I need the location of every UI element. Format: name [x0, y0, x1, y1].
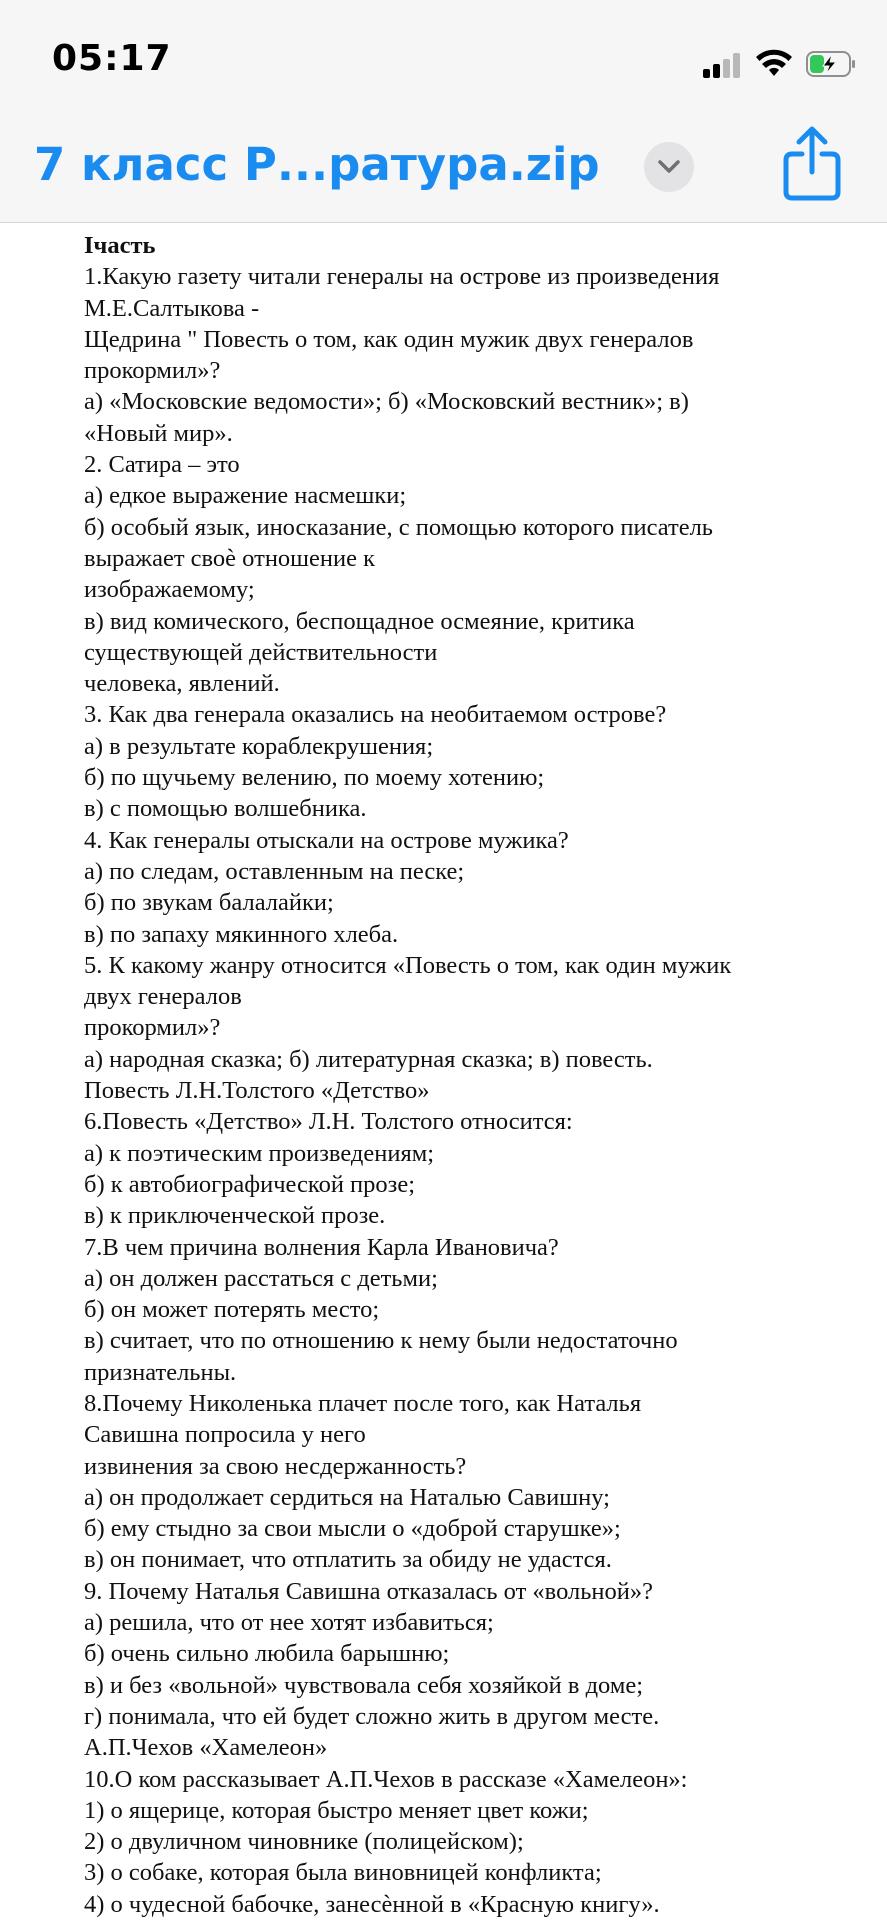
- document-body: [84, 230, 864, 1920]
- share-icon[interactable]: [780, 124, 844, 204]
- doc-line: а) народная сказка; б) литературная сказка; в) повесть.: [84, 1045, 653, 1073]
- doc-line: человека, явлений.: [84, 670, 280, 698]
- doc-line: б) к автобиографической прозе;: [84, 1170, 416, 1198]
- battery-charging-icon: [806, 51, 856, 77]
- doc-line: а) «Московские ведомости»; б) «Московский вестник»; в): [84, 388, 689, 416]
- doc-line: в) и без «вольной» чувствовала себя хозяйкой в доме;: [84, 1671, 644, 1699]
- doc-line: 2. Сатира – это: [84, 451, 240, 479]
- doc-line: Повесть Л.Н.Толстого «Детство»: [84, 1077, 430, 1105]
- doc-line: выражает своѐ отношение к: [84, 544, 376, 572]
- doc-line: Iчасть: [84, 232, 156, 259]
- doc-line: 4) о чудесной бабочке, занесѐнной в «Красную книгу».: [84, 1890, 660, 1918]
- chevron-down-icon: [657, 157, 681, 177]
- doc-line: двух генералов: [84, 983, 242, 1011]
- doc-line: М.Е.Салтыкова -: [84, 294, 260, 322]
- doc-line: а) в результате кораблекрушения;: [84, 732, 434, 760]
- doc-line: 5. К какому жанру относится «Повесть о том, как один мужик: [84, 951, 732, 979]
- doc-line: в) по запаху мякинного хлеба.: [84, 920, 399, 948]
- doc-line: 7.В чем причина волнения Карла Ивановича?: [84, 1233, 559, 1261]
- doc-line: г) понимала, что ей будет сложно жить в другом месте.: [84, 1702, 660, 1730]
- doc-line: в) он понимает, что отплатить за обиду не удастся.: [84, 1546, 612, 1574]
- doc-line: «Новый мир».: [84, 419, 233, 447]
- doc-line: а) по следам, оставленным на песке;: [84, 857, 465, 885]
- doc-line: в) считает, что по отношению к нему были недостаточно: [84, 1327, 678, 1355]
- cellular-signal-icon: [703, 52, 743, 78]
- doc-line: б) он может потерять место;: [84, 1296, 380, 1324]
- doc-line: б) особый язык, иносказание, с помощью которого писатель: [84, 513, 713, 541]
- doc-line: 4. Как генералы отыскали на острове мужика?: [84, 826, 569, 854]
- doc-line: в) с помощью волшебника.: [84, 795, 367, 823]
- status-time: 05:17: [52, 38, 172, 79]
- doc-line: б) ему стыдно за свои мысли о «доброй старушке»;: [84, 1515, 621, 1543]
- doc-line: прокормил»?: [84, 1014, 221, 1042]
- doc-line: в) вид комического, беспощадное осмеяние, критика: [84, 607, 635, 635]
- doc-line: 10.О ком рассказывает А.П.Чехов в рассказе «Хамелеон»:: [84, 1765, 688, 1793]
- doc-line: 2) о двуличном чиновнике (полицейском);: [84, 1828, 524, 1856]
- top-bar: [0, 0, 887, 223]
- doc-line: 8.Почему Николенька плачет после того, как Наталья: [84, 1389, 642, 1417]
- doc-line: а) к поэтическим произведениям;: [84, 1139, 435, 1167]
- document-title: 7 класс Р...ратура.zip: [34, 138, 600, 191]
- doc-line: Савишна попросила у него: [84, 1421, 366, 1449]
- doc-line: А.П.Чехов «Хамелеон»: [84, 1734, 328, 1762]
- doc-line: 9. Почему Наталья Савишна отказалась от «вольной»?: [84, 1577, 653, 1605]
- doc-line: извинения за свою несдержанность?: [84, 1452, 467, 1480]
- doc-line: а) он должен расстаться с детьми;: [84, 1264, 438, 1292]
- doc-line: а) он продолжает сердиться на Наталью Савишну;: [84, 1483, 610, 1511]
- doc-line: Щедрина " Повесть о том, как один мужик двух генералов: [84, 325, 694, 353]
- doc-line: 3) о собаке, которая была виновницей конфликта;: [84, 1859, 602, 1887]
- doc-line: прокормил»?: [84, 357, 221, 385]
- doc-line: 1) о ящерице, которая быстро меняет цвет кожи;: [84, 1796, 589, 1824]
- doc-line: б) по щучьему велению, по моему хотению;: [84, 764, 545, 792]
- doc-line: 6.Повесть «Детство» Л.Н. Толстого относится:: [84, 1108, 573, 1136]
- doc-line: признательны.: [84, 1358, 237, 1386]
- doc-line: а) едкое выражение насмешки;: [84, 482, 407, 510]
- title-menu-button[interactable]: [644, 142, 694, 192]
- doc-line: 1.Какую газету читали генералы на острове из произведения: [84, 263, 720, 291]
- doc-line: б) очень сильно любила барышню;: [84, 1640, 450, 1668]
- doc-line: б) по звукам балалайки;: [84, 889, 334, 917]
- doc-line: в) к приключенческой прозе.: [84, 1202, 386, 1230]
- wifi-icon: [755, 48, 793, 78]
- doc-line: а) решила, что от нее хотят избавиться;: [84, 1609, 494, 1637]
- doc-line: изображаемому;: [84, 576, 255, 604]
- doc-line: существующей действительности: [84, 638, 438, 666]
- doc-line: 3. Как два генерала оказались на необитаемом острове?: [84, 701, 667, 729]
